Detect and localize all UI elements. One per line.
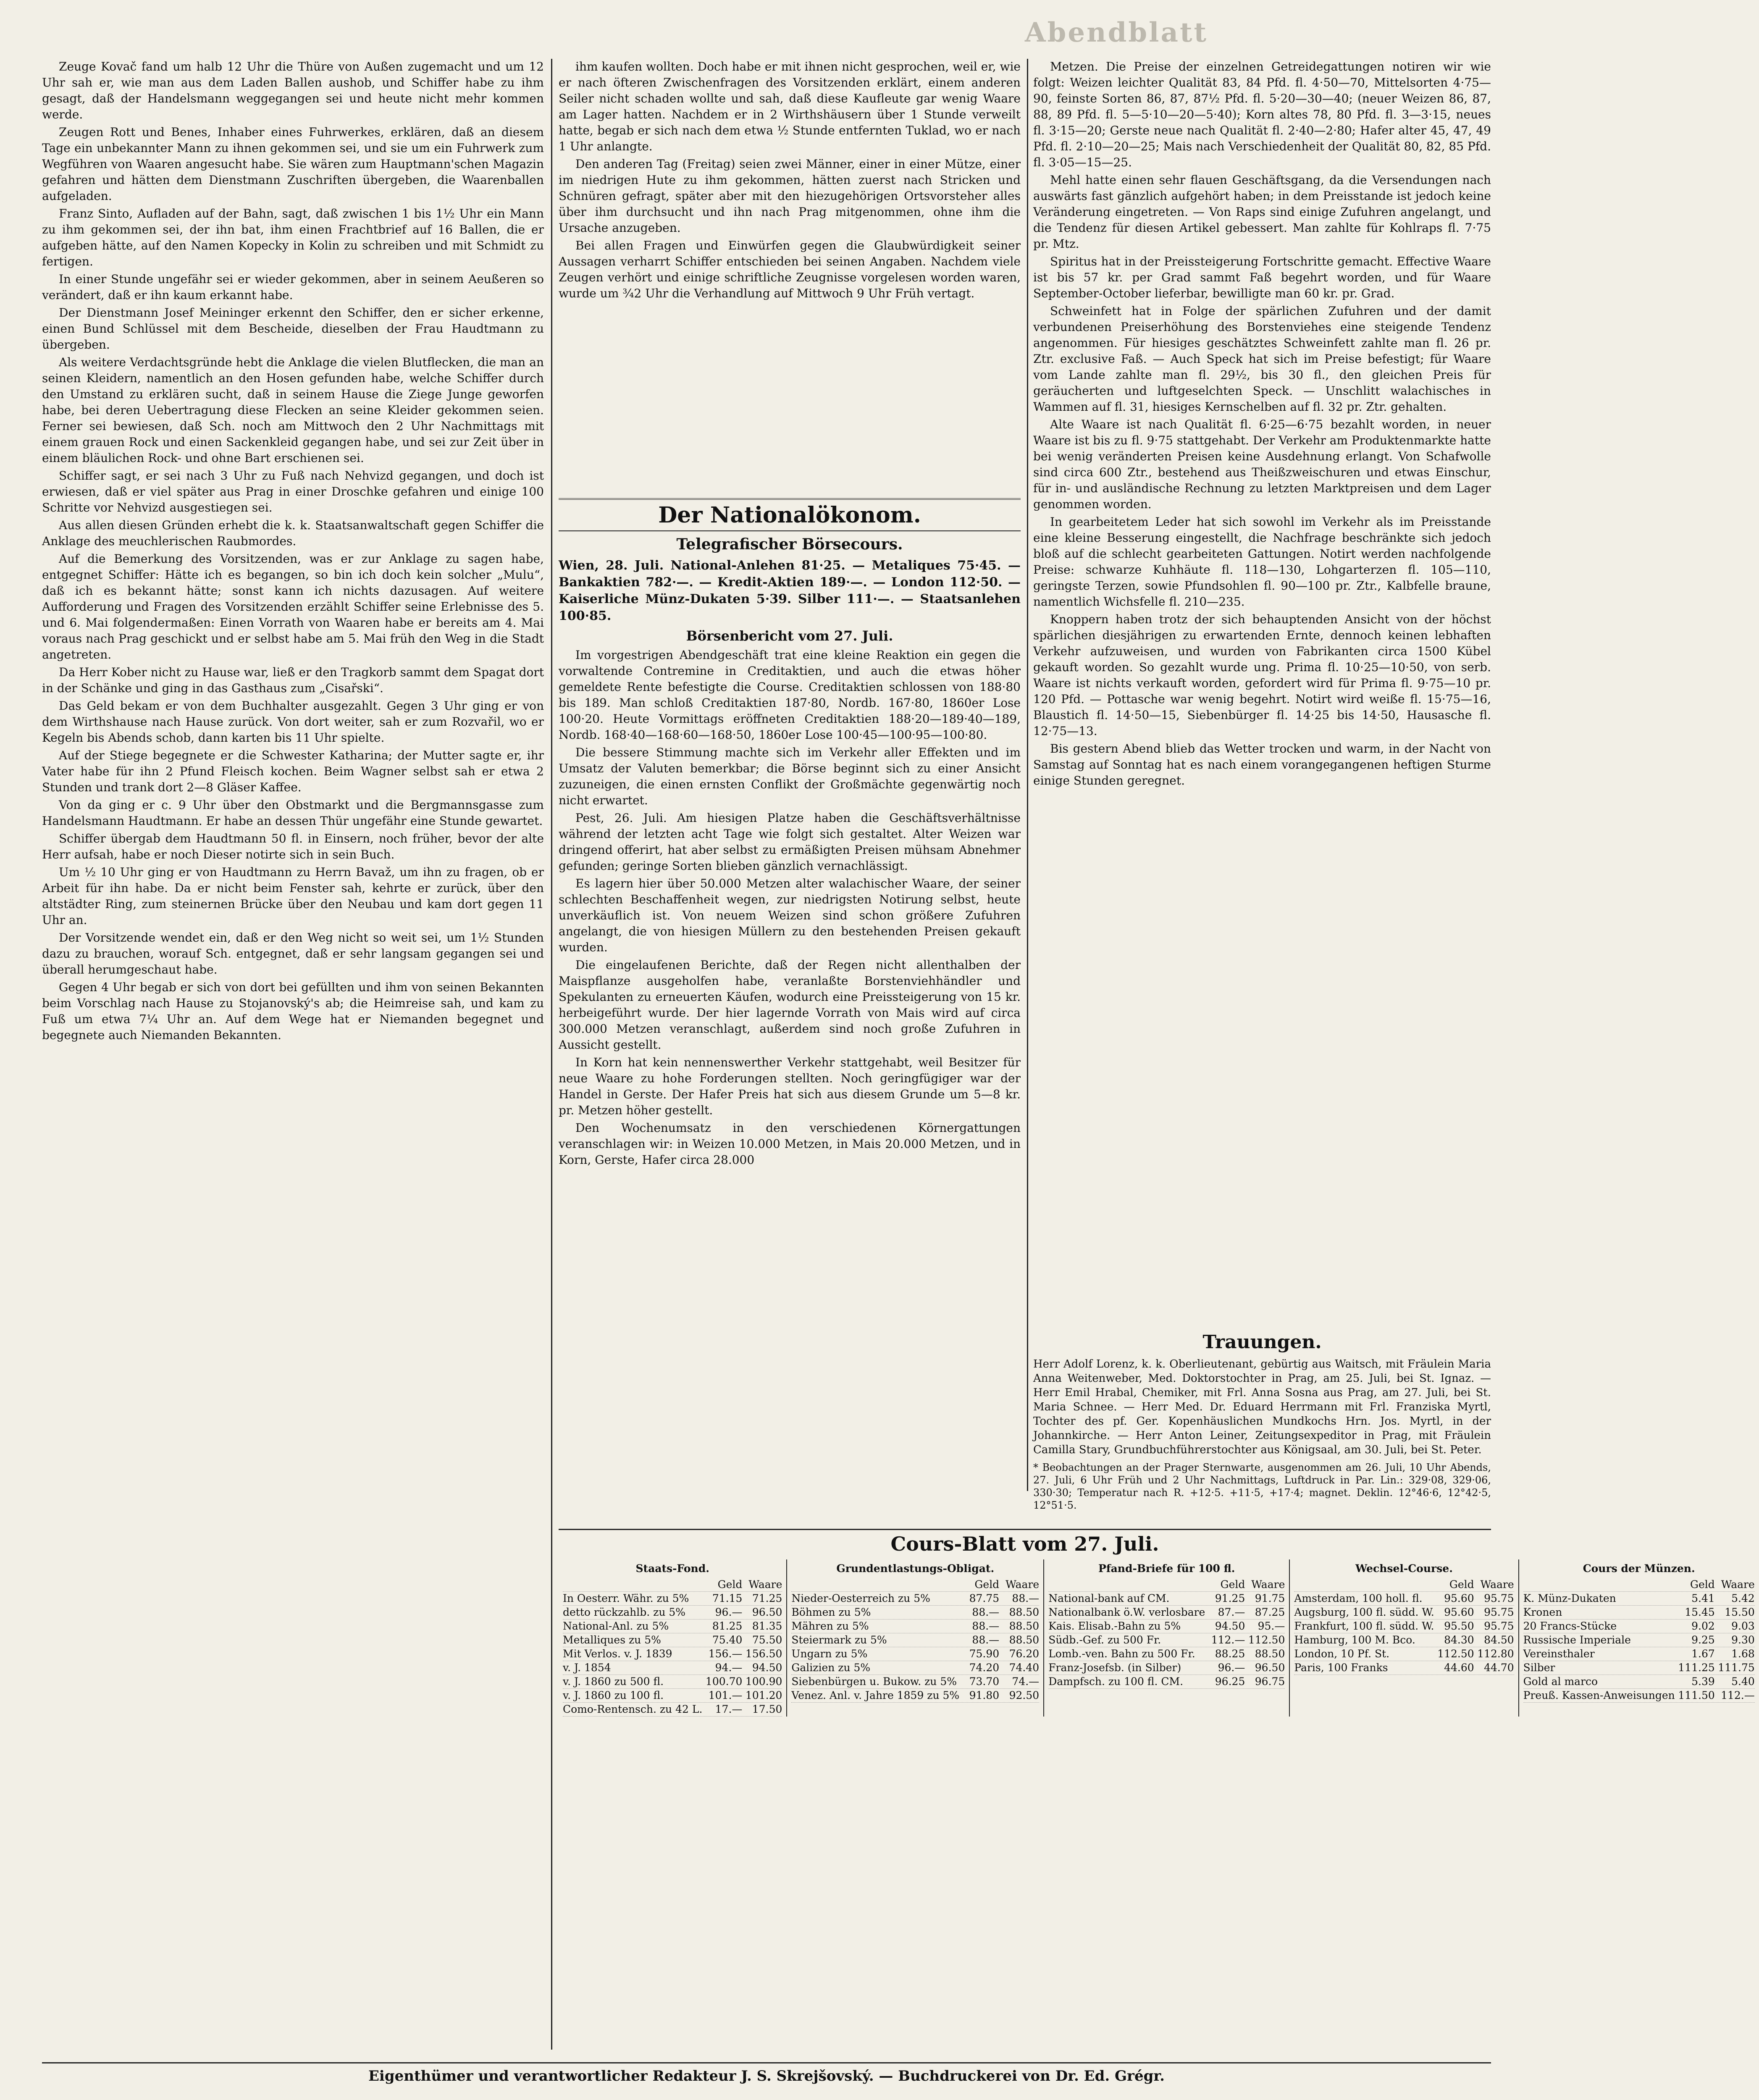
security-name: Paris, 100 Franks [1294, 1662, 1388, 1674]
waare-value: 94.50 [752, 1662, 782, 1674]
security-name: 20 Francs-Stücke [1523, 1620, 1617, 1632]
col-waare: Waare [1251, 1578, 1285, 1591]
geld-value: 9.02 [1691, 1620, 1715, 1632]
col-waare: Waare [1721, 1578, 1755, 1591]
paragraph: Zeugen Rott und Benes, Inhaber eines Fuhrwerkes, erklären, daß an diesem Tage ein unbekannter Mann zu ihnen gekommen sei, und sie um ein Fuhrwerk zum Wegführen von Waaren angesucht habe. Sie wären zum Hauptmann'schen Magazin gefahren und hätten dem Dienstmann Zuschriften übergeben, die Waarenballen aufgeladen. [42, 125, 544, 203]
table-row [1048, 1592, 1285, 1606]
paragraph: Schiffer übergab dem Haudtmann 50 fl. in Einsern, noch früher, bevor der alte Herr aufsah, habe er noch Dieser notirte sich in sein Buch. [42, 832, 544, 861]
waare-value: 71.25 [752, 1592, 782, 1604]
paragraph: Von da ging er c. 9 Uhr über den Obstmarkt und die Bergmannsgasse zum Handelsmann Haudtmann. Er habe an dessen Thür ungefähr eine Stunde gewartet. [42, 798, 544, 828]
security-name: detto rückzahlb. zu 5% [563, 1606, 686, 1618]
table-row [1523, 1633, 1755, 1647]
waare-value: 96.75 [1255, 1675, 1285, 1688]
waare-value: 88.50 [1009, 1606, 1040, 1618]
waare-value: 88.50 [1009, 1620, 1040, 1632]
waare-value: 100.90 [745, 1675, 782, 1688]
paragraph: In einer Stunde ungefähr sei er wieder gekommen, aber in seinem Aeußeren so verändert, daß er ihn kaum erkannt habe. [42, 272, 544, 302]
security-name: Kronen [1523, 1606, 1562, 1618]
cours-blatt [559, 1529, 1755, 2034]
geld-value: 94.— [715, 1662, 743, 1674]
table-row [1048, 1606, 1285, 1620]
table-row [1294, 1661, 1514, 1675]
geld-value: 96.— [1218, 1662, 1245, 1674]
geld-value: 71.15 [712, 1592, 743, 1604]
cours-block [1518, 1559, 1759, 1717]
table-row [1294, 1633, 1514, 1647]
cours-header-row [1048, 1578, 1285, 1592]
col-geld: Geld [1449, 1578, 1474, 1591]
paragraph: Da Herr Kober nicht zu Hause war, ließ er den Tragkorb sammt dem Spagat dort in der Schänke und ging in das Gasthaus zum „Cisařski“. [42, 665, 544, 695]
telegraph-text: Wien, 28. Juli. National-Anlehen 81·25. — Metaliques 75·45. — Bankaktien 782·—. — Kredit-Aktien 189·—. — London 112·50. — Kaiserliche Münz-Dukaten 5·39. Silber 111·—. — Staatsanlehen 100·85. [559, 558, 1021, 623]
waare-value: 96.50 [752, 1606, 782, 1618]
section-banner: Der Nationalökonom. [559, 498, 1021, 531]
geld-value: 73.70 [969, 1675, 1000, 1688]
table-row [791, 1675, 1039, 1689]
geld-value: 95.60 [1444, 1606, 1474, 1618]
paragraph: Franz Sinto, Aufladen auf der Bahn, sagt, daß zwischen 1 bis 1½ Uhr ein Mann zu ihm gekommen sei, der ihn bat, ihm einen Frachtbrief auf 16 Ballen, die er aufgeben hätte, auf den Namen Kopecky in Kolin zu schreiben und mit Schmidt zu fertigen. [42, 207, 544, 268]
geld-value: 156.— [708, 1648, 743, 1660]
table-row [1048, 1661, 1285, 1675]
table-row [1048, 1633, 1285, 1647]
security-name: Como-Rentensch. zu 42 L. [563, 1703, 703, 1715]
col-geld: Geld [974, 1578, 1000, 1591]
waare-value: 9.30 [1731, 1634, 1755, 1646]
table-row [1048, 1675, 1285, 1689]
table-row [1523, 1620, 1755, 1633]
waare-value: 9.03 [1731, 1620, 1755, 1632]
paragraph: Metzen. Die Preise der einzelnen Getreidegattungen notiren wir wie folgt: Weizen leichter Qualität 83, 84 Pfd. fl. 4·50—70, Mittelsorten 4·75—90, feinste Sorten 86, 87, 87½ Pfd. fl. 5·20—30—40; (neuer Weizen 86, 87, 88, 89 Pfd. fl. 5—5·10—20—5·40); Korn altes 78, 80 Pfd. fl. 3—3·15, neues fl. 3·15—20; Gerste neue nach Qualität fl. 2·40—2·80; Hafer alter 45, 47, 49 Pfd. fl. 2·10—20—25; Mais nach Verschiedenheit der Qualität 80, 82, 85 Pfd. fl. 3·05—15—25. [1033, 60, 1491, 169]
table-row [1523, 1675, 1755, 1689]
boerse-heading: Börsenbericht vom 27. Juli. [686, 628, 893, 644]
cours-title: Cours-Blatt vom 27. Juli. [890, 1533, 1159, 1555]
security-name: Ungarn zu 5% [791, 1648, 868, 1660]
security-name: Steiermark zu 5% [791, 1634, 887, 1646]
waare-value: 91.75 [1255, 1592, 1285, 1604]
geld-value: 87.75 [969, 1592, 1000, 1604]
waare-value: 156.50 [745, 1648, 782, 1660]
security-name: Kais. Elisab.-Bahn zu 5% [1048, 1620, 1181, 1632]
security-name: National-bank auf CM. [1048, 1592, 1170, 1604]
geld-value: 112.50 [1437, 1648, 1474, 1660]
security-name: Hamburg, 100 M. Bco. [1294, 1634, 1415, 1646]
geld-value: 81.25 [712, 1620, 743, 1632]
cours-header-row [563, 1578, 782, 1592]
security-name: Mähren zu 5% [791, 1620, 869, 1632]
cours-block-title: Staats-Fond. [635, 1562, 709, 1575]
geld-value: 74.20 [969, 1662, 1000, 1674]
paragraph: Das Geld bekam er von dem Buchhalter ausgezahlt. Gegen 3 Uhr ging er von dem Wirthshause nach Hause zurück. Von dort weiter, sah er zum Rozvařil, wo er Kegeln bis Abends schob, dann karten bis 11 Uhr spielte. [42, 699, 544, 745]
security-name: Gold al marco [1523, 1675, 1598, 1688]
table-row [563, 1675, 782, 1689]
waare-value: 95.— [1258, 1620, 1285, 1632]
paragraph: Gegen 4 Uhr begab er sich von dort bei gefüllten und ihm von seinen Bekannten beim Vorschlag nach Hause zu Stojanovský's ab; die Heimreise sah, und kam zu Fuß um etwa 7¼ Uhr an. Auf dem Wege hat er Niemanden begegnet und begegnete auch Niemanden Bekannten. [42, 980, 544, 1042]
geld-value: 84.30 [1444, 1634, 1474, 1646]
paragraph: Aus allen diesen Gründen erhebt die k. k. Staatsanwaltschaft gegen Schiffer die Anklage des meuchlerischen Raubmordes. [42, 518, 544, 548]
paragraph: Um ½ 10 Uhr ging er von Haudtmann zu Herrn Bavaž, um ihn zu fragen, ob er Arbeit für ihn habe. Da er nicht beim Fenster sah, kehrte er zurück, über den altstädter Ring, zum steinernen Brücke über den Neubau und kam dort gegen 11 Uhr an. [42, 865, 544, 927]
table-row [791, 1592, 1039, 1606]
security-name: K. Münz-Dukaten [1523, 1592, 1616, 1604]
paragraph: Im vorgestrigen Abendgeschäft trat eine kleine Reaktion ein gegen die vorwaltende Contremine in Creditaktien, und auch die etwas höher gemeldete Rente befestigte die Course. Creditaktien schlossen von 188·80 bis 189. Man schloß Creditaktien 187·80, Nordb. 167·80, 1860er Lose 100·20. Heute Vormittags eröffneten Creditaktien 188·20—189·40—189, Nordb. 168·40—168·60—168·50, 1860er Lose 100·45—100·95—100·80. [559, 648, 1021, 742]
paragraph: Auf der Stiege begegnete er die Schwester Katharina; der Mutter sagte er, ihr Vater habe für ihn 2 Pfund Fleisch kochen. Beim Wagner selbst sah er etwa 2 Stunden und trank dort 2—8 Gläser Kaffee. [42, 748, 544, 794]
geld-value: 88.25 [1215, 1648, 1245, 1660]
col-geld: Geld [717, 1578, 743, 1591]
security-name: Amsterdam, 100 holl. fl. [1294, 1592, 1423, 1604]
cours-header-row [1523, 1578, 1755, 1592]
paragraph: Den Wochenumsatz in den verschiedenen Körnergattungen veranschlagen wir: in Weizen 10.000 Metzen, in Mais 20.000 Metzen, und in Korn, Gerste, Hafer circa 28.000 [559, 1121, 1021, 1167]
security-name: Südb.-Gef. zu 500 Fr. [1048, 1634, 1161, 1646]
paragraph: Pest, 26. Juli. Am hiesigen Platze haben die Geschäftsverhältnisse während der letzten acht Tage wie folgt sich gestaltet. Alter Weizen war dringend offerirt, hat aber selbst zu ermäßigten Preisen mühsam Abnehmer gefunden; geringe Sorten blieben gänzlich vernachlässigt. [559, 811, 1021, 873]
table-row [791, 1689, 1039, 1703]
waare-value: 112.80 [1477, 1648, 1514, 1660]
security-name: Lomb.-ven. Bahn zu 500 Fr. [1048, 1648, 1195, 1660]
security-name: v. J. 1860 zu 100 fl. [563, 1689, 664, 1701]
col-geld: Geld [1690, 1578, 1715, 1591]
geld-value: 100.70 [705, 1675, 743, 1688]
paragraph: Schiffer sagt, er sei nach 3 Uhr zu Fuß nach Nehvizd gegangen, und doch ist erwiesen, daß er viel später aus Prag in einer Droschke gefahren und einige 100 Schritte vor Nehvizd ausgestiegen sei. [42, 469, 544, 514]
paragraph: Mehl hatte einen sehr flauen Geschäftsgang, da die Versendungen nach auswärts fast gänzlich aufgehört haben; in dem Preisstande ist jedoch keine Veränderung eingetreten. — Von Raps sind einige Zufuhren angelangt, und die Tendenz für diesen Artikel gebessert. Man zahlte für Kohlraps fl. 7·75 pr. Mtz. [1033, 173, 1491, 251]
waare-value: 88.— [1012, 1592, 1040, 1604]
security-name: Frankfurt, 100 fl. südd. W. [1294, 1620, 1434, 1632]
geld-value: 91.25 [1215, 1592, 1245, 1604]
paragraph: Die bessere Stimmung machte sich im Verkehr aller Effekten und im Umsatz der Valuten bemerkbar; die Börse beginnt sich zu einer Ansicht zuzuneigen, die einen ernsten Conflikt der Großmächte gegenwärtig noch nicht erwartet. [559, 746, 1021, 807]
trauungen-section [1033, 1327, 1491, 1511]
waare-value: 5.40 [1731, 1675, 1755, 1688]
geld-value: 94.50 [1215, 1620, 1245, 1632]
geld-value: 95.50 [1444, 1620, 1474, 1632]
geld-value: 88.— [972, 1634, 1000, 1646]
table-row [1523, 1661, 1755, 1675]
waare-value: 101.20 [745, 1689, 782, 1701]
geld-value: 101.— [708, 1689, 743, 1701]
paragraph: Spiritus hat in der Preissteigerung Fortschritte gemacht. Effective Waare ist bis 57 kr. per Grad sammt Faß begehrt worden, und für Waare September-October lieferbar, bewilligte man 60 kr. pr. Grad. [1033, 255, 1491, 300]
geld-value: 112.— [1211, 1634, 1245, 1646]
table-row [1294, 1620, 1514, 1633]
waare-value: 44.70 [1484, 1662, 1514, 1674]
security-name: Russische Imperiale [1523, 1634, 1631, 1646]
security-name: Augsburg, 100 fl. südd. W. [1294, 1606, 1434, 1618]
table-row [791, 1647, 1039, 1661]
waare-value: 96.50 [1255, 1662, 1285, 1674]
observations-text: * Beobachtungen an der Prager Sternwarte, ausgenommen am 26. Juli, 10 Uhr Abends, 27. Juli, 6 Uhr Früh und 2 Uhr Nachmittags, Luftdruck in Par. Lin.: 329·08, 329·06, 330·30; Temperatur nach R. +12·5. +11·5, +17·4; magnet. Deklin. 12°46·6, 12°42·5, 12°51·5. [1033, 1462, 1491, 1511]
header-ghost: Abendblatt [1025, 17, 1208, 48]
table-row [563, 1606, 782, 1620]
paragraph: Bis gestern Abend blieb das Wetter trocken und warm, in der Nacht von Samstag auf Sonntag hat es nach einem vorangegangenen heftigen Sturme einige Stunden geregnet. [1033, 742, 1491, 788]
geld-value: 75.90 [969, 1648, 1000, 1660]
waare-value: 111.75 [1718, 1662, 1755, 1674]
geld-value: 87.— [1218, 1606, 1245, 1618]
telegraph-heading: Telegrafischer Börsecours. [676, 536, 903, 553]
cours-header-row [791, 1578, 1039, 1592]
cours-block-title: Wechsel-Course. [1355, 1562, 1453, 1575]
col-waare: Waare [1006, 1578, 1040, 1591]
geld-value: 96.25 [1215, 1675, 1245, 1688]
trauungen-text: Herr Adolf Lorenz, k. k. Oberlieutenant, gebürtig aus Waitsch, mit Fräulein Maria Anna Weitenweber, Med. Doktorstochter in Prag, am 25. Juli, bei St. Ignaz. — Herr Emil Hrabal, Chemiker, mit Frl. Anna Sosna aus Prag, am 27. Juli, bei St. Maria Schnee. — Herr Med. Dr. Eduard Herrmann mit Frl. Franziska Myrtl, Tochter des pf. Ger. Kopenhäuslichen Mundkochs Hrn. Jos. Myrtl, in der Johannkirche. — Herr Anton Leiner, Zeitungsexpeditor in Prag, mit Fräulein Camilla Stary, Grundbuchführerstochter aus Königsaal, am 30. Juli, bei St. Peter. [1033, 1358, 1491, 1456]
waare-value: 88.50 [1009, 1634, 1040, 1646]
waare-value: 95.75 [1484, 1606, 1514, 1618]
paragraph: Den anderen Tag (Freitag) seien zwei Männer, einer in einer Mütze, einer im niedrigen Hute zu ihm gekommen, hätten zuerst nach Stricken und Schnüren gefragt, später aber mit den hiezugehörigen Ortsvorsteher alles über ihm durchsucht und ihn nach Prag mitgenommen, ohne ihm die Ursache anzugeben. [559, 157, 1021, 235]
geld-value: 17.— [715, 1703, 743, 1715]
nationaloekonom-section [559, 496, 1021, 1487]
cours-block-title: Cours der Münzen. [1583, 1562, 1695, 1575]
column-2 [559, 59, 1021, 491]
geld-value: 91.80 [969, 1689, 1000, 1701]
col-waare: Waare [1480, 1578, 1514, 1591]
geld-value: 9.25 [1691, 1634, 1715, 1646]
waare-value: 81.35 [752, 1620, 782, 1632]
security-name: Nationalbank ö.W. verlosbare [1048, 1606, 1205, 1618]
waare-value: 1.68 [1731, 1648, 1755, 1660]
security-name: Böhmen zu 5% [791, 1606, 871, 1618]
cours-block [1289, 1559, 1518, 1717]
waare-value: 75.50 [752, 1634, 782, 1646]
column-3 [1033, 59, 1491, 1323]
geld-value: 5.39 [1691, 1675, 1715, 1688]
table-row [563, 1703, 782, 1717]
paragraph: In Korn hat kein nennenswerther Verkehr stattgehabt, weil Besitzer für neue Waare zu hohe Forderungen stellten. Noch geringfügiger war der Handel in Gerste. Der Hafer Preis hat sich aus diesem Grunde um 5—8 kr. pr. Metzen höher gestellt. [559, 1055, 1021, 1117]
security-name: Preuß. Kassen-Anweisungen [1523, 1689, 1675, 1701]
paragraph: Es lagern hier über 50.000 Metzen alter walachischer Waare, der seiner schlechten Beschaffenheit wegen, zur niedrigsten Notirung selbst, heute unverkäuflich ist. Von neuem Weizen sind schon größere Zufuhren angelangt, die von hiesigen Müllern zu den bestehenden Preisen gekauft wurden. [559, 877, 1021, 954]
col-geld: Geld [1220, 1578, 1245, 1591]
table-row [791, 1661, 1039, 1675]
imprint-footer: Eigenthümer und verantwortlicher Redakteur J. S. Skrejšovský. — Buchdruckerei von Dr. Ed. Grégr. [42, 2062, 1491, 2084]
security-name: v. J. 1860 zu 500 fl. [563, 1675, 664, 1688]
table-row [1048, 1647, 1285, 1661]
waare-value: 15.50 [1725, 1606, 1755, 1618]
geld-value: 5.41 [1691, 1592, 1715, 1604]
waare-value: 92.50 [1009, 1689, 1040, 1701]
waare-value: 112.50 [1248, 1634, 1285, 1646]
security-name: v. J. 1854 [563, 1662, 611, 1674]
table-row [563, 1689, 782, 1703]
waare-value: 87.25 [1255, 1606, 1285, 1618]
security-name: Franz-Josefsb. (in Silber) [1048, 1662, 1181, 1674]
table-row [791, 1620, 1039, 1633]
cours-table [559, 1559, 1755, 1717]
table-row [563, 1647, 782, 1661]
cours-block-title: Grundentlastungs-Obligat. [836, 1562, 995, 1575]
table-row [1523, 1592, 1755, 1606]
paragraph: Der Vorsitzende wendet ein, daß er den Weg nicht so weit sei, um 1½ Stunden dazu zu brauchen, worauf Sch. entgegnet, daß er sehr langsam gegangen sei und überall herumgeschaut habe. [42, 931, 544, 976]
security-name: Vereinsthaler [1523, 1648, 1595, 1660]
security-name: Metalliques zu 5% [563, 1634, 661, 1646]
col-waare: Waare [748, 1578, 782, 1591]
table-row [1294, 1592, 1514, 1606]
cours-block [786, 1559, 1043, 1717]
table-row [1294, 1606, 1514, 1620]
table-row [563, 1661, 782, 1675]
column-1 [42, 59, 544, 2050]
newspaper-page [17, 17, 1755, 2090]
waare-value: 84.50 [1484, 1634, 1514, 1646]
waare-value: 74.— [1012, 1675, 1040, 1688]
geld-value: 111.50 [1678, 1689, 1715, 1701]
geld-value: 1.67 [1691, 1648, 1715, 1660]
paragraph: Bei allen Fragen und Einwürfen gegen die Glaubwürdigkeit seiner Aussagen verharrt Schiffer entschieden bei seinen Angaben. Nachdem viele Zeugen verhört und einige schriftliche Zeugnisse vorgelesen worden waren, wurde um ¾2 Uhr die Verhandlung auf Mittwoch 9 Uhr Früh vertagt. [559, 239, 1021, 300]
waare-value: 95.75 [1484, 1592, 1514, 1604]
security-name: Venez. Anl. v. Jahre 1859 zu 5% [791, 1689, 960, 1701]
security-name: Silber [1523, 1662, 1555, 1674]
waare-value: 95.75 [1484, 1620, 1514, 1632]
boerse-text [559, 647, 1021, 1168]
cours-block [559, 1559, 786, 1717]
waare-value: 74.40 [1009, 1662, 1040, 1674]
table-row [1523, 1689, 1755, 1703]
paragraph: Auf die Bemerkung des Vorsitzenden, was er zur Anklage zu sagen habe, entgegnet Schiffer: Hätte ich es begangen, so bin ich doch kein solcher „Mulu“, daß ich es bekannt hätte; sonst kann ich nichts dazusagen. Auf weitere Aufforderung und Fragen des Vorsitzenden erzählt Schiffer seine Erlebnisse des 5. und 6. Mai folgendermaßen: Einen Vorrath von Waaren habe er bereits am 4. Mai voraus nach Prag geschickt und er selbst habe am 5. Mai früh den Weg in die Stadt angetreten. [42, 552, 544, 662]
cours-block [1043, 1559, 1289, 1717]
paragraph: Die eingelaufenen Berichte, daß der Regen nicht allenthalben der Maispflanze ausgeholfen habe, veranlaßte Borstenviehhändler und Spekulanten zu erneuerten Käufen, wodurch eine Preissteigerung von 15 kr. herbeigeführt wurde. Der hier lagernde Vorrath von Mais wird auf circa 300.000 Metzen veranschlagt, außerdem sind noch große Zufuhren in Aussicht gestellt. [559, 958, 1021, 1052]
paragraph: Der Dienstmann Josef Meininger erkennt den Schiffer, den er sicher erkenne, einen Bund Schlüssel mit dem Bescheide, dieselben der Frau Haudtmann zu übergeben. [42, 306, 544, 352]
security-name: In Oesterr. Währ. zu 5% [563, 1592, 689, 1604]
table-row [1294, 1647, 1514, 1661]
column-rule [551, 59, 552, 2050]
geld-value: 44.60 [1444, 1662, 1474, 1674]
paragraph: In gearbeitetem Leder hat sich sowohl im Verkehr als im Preisstande eine kleine Besserung eingestellt, die Nachfrage beschränkte sich jedoch bloß auf die schlecht gearbeiteten Gattungen. Notirt werden nachfolgende Preise: schwarze Kuhhäute fl. 118—130, Lohgarterzen fl. 105—110, geringste Terzen, sowie Pfundsohlen fl. 90—100 pr. Ztr., Kalbfelle braune, namentlich Wichsfelle fl. 210—235. [1033, 515, 1491, 609]
table-row [563, 1620, 782, 1633]
paragraph: Alte Waare ist nach Qualität fl. 6·25—6·75 bezahlt worden, in neuer Waare ist bis zu fl. 9·75 stattgehabt. Der Verkehr am Produktenmarkte hatte bei wenig veränderten Preisen keine Ausdehnung erlangt. Von Schafwolle sind circa 600 Ztr., bestehend aus Theißzweischuren und etwas Einschur, für in- und ausländische Rechnung zu letzten Marktpreisen und dem Lager genommen worden. [1033, 417, 1491, 511]
geld-value: 111.25 [1678, 1662, 1715, 1674]
waare-value: 76.20 [1009, 1648, 1040, 1660]
table-row [1523, 1606, 1755, 1620]
geld-value: 88.— [972, 1620, 1000, 1632]
trauungen-heading: Trauungen. [1202, 1331, 1322, 1353]
paragraph: ihm kaufen wollten. Doch habe er mit ihnen nicht gesprochen, weil er, wie er nach öfteren Zwischenfragen des Vorsitzenden erklärt, einem anderen Seiler nicht schaden wollte und sah, daß diese Kaufleute gar wenig Waare am Lager hatten. Nachdem er in 2 Wirthshäusern über 1 Stunde verweilt hatte, begab er sich nach dem etwa ½ Stunde entfernten Tuklad, wo er nach 1 Uhr anlangte. [559, 60, 1021, 153]
security-name: Nieder-Oesterreich zu 5% [791, 1592, 930, 1604]
waare-value: 5.42 [1731, 1592, 1755, 1604]
table-row [791, 1633, 1039, 1647]
table-row [563, 1633, 782, 1647]
geld-value: 95.60 [1444, 1592, 1474, 1604]
security-name: Galizien zu 5% [791, 1662, 871, 1674]
paragraph: Knoppern haben trotz der sich behauptenden Ansicht von der höchst spärlichen diesjährigen zu erwartenden Ernte, dennoch keinen lebhaften Verkehr aufzuweisen, und wurden von Fabrikanten circa 1500 Kübel gekauft worden. So gezahlt wurde ung. Prima fl. 10·25—10·50, von serb. Waare ist nichts verkauft worden, gefordert wird für Prima fl. 9·75—10 pr. 120 Pfd. — Pottasche war wenig begehrt. Notirt wird weiße fl. 15·75—16, Blaustich fl. 14·50—15, Siebenbürger fl. 14·25 bis 14·50, Hausasche fl. 12·75—13. [1033, 612, 1491, 738]
table-row [1048, 1620, 1285, 1633]
security-name: Dampfsch. zu 100 fl. CM. [1048, 1675, 1184, 1688]
column-rule [1027, 59, 1028, 1491]
geld-value: 88.— [972, 1606, 1000, 1618]
cours-block-title: Pfand-Briefe für 100 fl. [1098, 1562, 1235, 1575]
table-row [563, 1592, 782, 1606]
cours-header-row [1294, 1578, 1514, 1592]
security-name: London, 10 Pf. St. [1294, 1648, 1390, 1660]
waare-value: 112.— [1721, 1689, 1755, 1701]
paragraph: Zeuge Kovač fand um halb 12 Uhr die Thüre von Außen zugemacht und um 12 Uhr sah er, wie man aus dem Laden Ballen aushob, und Schiffer habe zu ihm gesagt, daß der Handelsmann weggegangen sei und heute nicht mehr kommen werde. [42, 60, 544, 121]
waare-value: 88.50 [1255, 1648, 1285, 1660]
table-row [1523, 1647, 1755, 1661]
waare-value: 17.50 [752, 1703, 782, 1715]
security-name: National-Anl. zu 5% [563, 1620, 669, 1632]
geld-value: 75.40 [712, 1634, 743, 1646]
paragraph: Schweinfett hat in Folge der spärlichen Zufuhren und der damit verbundenen Preiserhöhung des Borstenviehes eine steigende Tendenz angenommen. Für hiesiges geschätztes Schweinfett zahlte man fl. 26 pr. Ztr. exclusive Faß. — Auch Speck hat sich im Preise befestigt; für Waare vom Lande zahlte man fl. 29½, bis 30 fl., den gleichen Preis für geräucherten und luftgeselchten Speck. — Unschlitt walachisches in Wammen auf fl. 31, hiesiges Kernschelben auf fl. 32 pr. Ztr. gehalten. [1033, 304, 1491, 414]
security-name: Siebenbürgen u. Bukow. zu 5% [791, 1675, 957, 1688]
security-name: Mit Verlos. v. J. 1839 [563, 1648, 672, 1660]
geld-value: 15.45 [1685, 1606, 1715, 1618]
table-row [791, 1606, 1039, 1620]
paragraph: Als weitere Verdachtsgründe hebt die Anklage die vielen Blutflecken, die man an seinen Kleidern, namentlich an den Hosen gefunden habe, welche Schiffer durch den Umstand zu erklären sucht, daß in seinem Hause die Ziege Junge geworfen habe, bei deren Uebertragung diese Flecken an seine Kleider gekommen seien. Ferner sei bewiesen, daß Sch. noch am Mittwoch den 2 Uhr Nachmittags mit einem grauen Rock und einen Sackenkleid gegangen habe, und sei zur Zeit über in einem bläulichen Rock- und ohne Bart erschienen sei. [42, 355, 544, 465]
geld-value: 96.— [715, 1606, 743, 1618]
